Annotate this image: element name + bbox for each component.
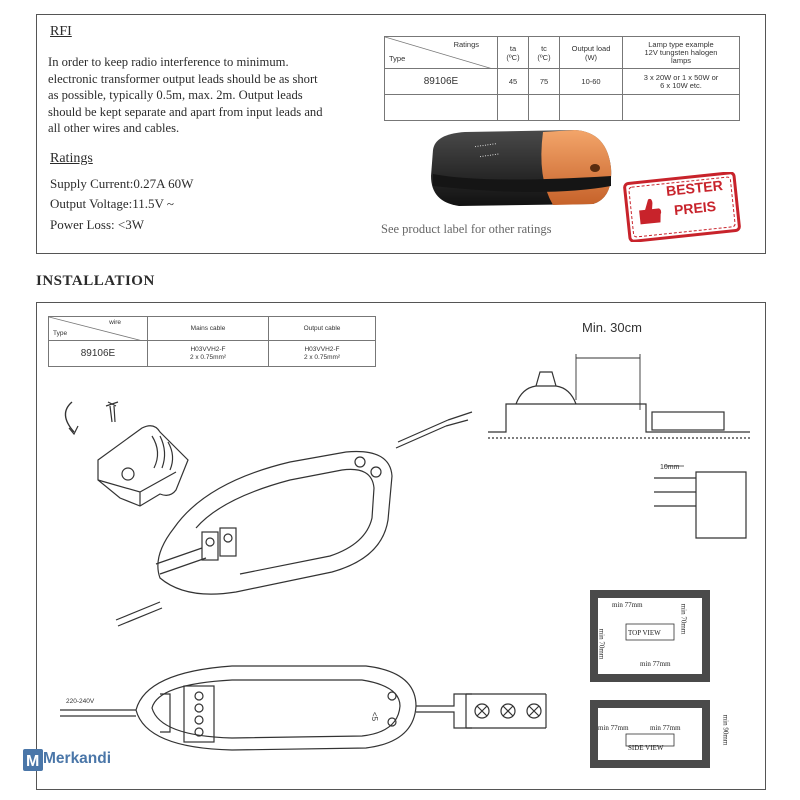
- empty-cell: [498, 95, 529, 121]
- cable-corner-bottom: Type: [53, 330, 68, 337]
- badge-line2: PREIS: [673, 197, 717, 219]
- cable-cell-type: 89106E: [49, 341, 148, 367]
- cell-type: 89106E: [385, 69, 498, 95]
- top-view-label: TOP VIEW: [628, 629, 661, 637]
- lamp-icon: [475, 704, 541, 718]
- rfi-paragraph: [48, 54, 360, 137]
- header-output-cable: Output cable: [269, 317, 376, 341]
- transformer-body-top: [158, 452, 392, 595]
- merkandi-watermark: Merkandi: [43, 750, 112, 767]
- top-view-min-4: min 77mm: [640, 660, 671, 668]
- ratings-table: [384, 36, 740, 121]
- voltage-label: 220-240V: [66, 698, 95, 705]
- side-view-min-2: min 77mm: [650, 724, 681, 732]
- photo-caption: See product label for other ratings: [381, 222, 552, 236]
- cell-lamp: 3 x 20W or 1 x 50W or 6 x 10W etc.: [623, 69, 740, 95]
- curved-arrow-icon: [65, 402, 74, 432]
- installation-heading: INSTALLATION: [36, 273, 155, 289]
- cell-tc: 75: [529, 69, 560, 95]
- output-mark: <5: [370, 711, 380, 722]
- min-distance-label: Min. 30cm: [582, 320, 642, 335]
- cable-cell-output: H03VVH2-F 2 x 0.75mm²: [269, 341, 376, 367]
- strip-length-label: 10mm: [660, 464, 680, 471]
- output-wire: [396, 420, 448, 448]
- transformer-photo: [425, 128, 615, 210]
- rfi-line: should be kept separate and apart from input leads and: [48, 104, 323, 119]
- ratings-corner-bottom: Type: [389, 54, 406, 63]
- header-tc: tc (ºC): [529, 37, 560, 69]
- rfi-line: electronic transformer output leads should be as short: [48, 71, 318, 86]
- empty-cell: [385, 95, 498, 121]
- ceiling-section: [488, 404, 750, 432]
- top-view-min-1: min 77mm: [612, 601, 643, 609]
- rfi-heading: RFI: [50, 24, 72, 39]
- merkandi-logo-icon: [22, 748, 44, 772]
- mains-wire: [60, 710, 136, 716]
- top-view-min-3: min 70mm: [679, 603, 688, 635]
- empty-cell: [529, 95, 560, 121]
- input-wire: [116, 602, 162, 626]
- terminal-cover: [98, 426, 188, 506]
- supply-current: Supply Current:0.27A 60W: [50, 176, 194, 191]
- rfi-line: as possible, typically 0.5m, max. 2m. Output leads: [48, 88, 303, 103]
- svg-text:• • • • • • • • •: • • • • • • • • •: [474, 141, 497, 149]
- cable-cell-mains: H03VVH2-F 2 x 0.75mm²: [148, 341, 269, 367]
- cell-ta: 45: [498, 69, 529, 95]
- header-ta: ta (ºC): [498, 37, 529, 69]
- empty-cell: [560, 95, 623, 121]
- cable-corner-top: wire: [109, 319, 121, 326]
- cell-load: 10-60: [560, 69, 623, 95]
- header-output-load: Output load (W): [560, 37, 623, 69]
- ratings-corner-top: Ratings: [453, 40, 479, 49]
- svg-text:M: M: [26, 753, 40, 770]
- power-loss: Power Loss: <3W: [50, 217, 144, 232]
- installation-drawing: [36, 302, 766, 790]
- side-view-label: SIDE VIEW: [628, 744, 664, 752]
- header-lamp-type: Lamp type example 12V tungsten halogen lamps: [623, 37, 740, 69]
- side-view-min-3: min 90mm: [721, 714, 730, 746]
- rfi-line: all other wires and cables.: [48, 121, 180, 136]
- ratings-corner-cell: [385, 37, 498, 69]
- ratings-heading: Ratings: [50, 151, 93, 166]
- empty-cell: [623, 95, 740, 121]
- header-mains-cable: Mains cable: [148, 317, 269, 341]
- screw-icon: [106, 402, 118, 422]
- rfi-line: In order to keep radio interference to minimum.: [48, 55, 289, 69]
- svg-text:• • • • • • • •: • • • • • • • •: [479, 151, 499, 159]
- badge-line1: BESTER: [665, 177, 724, 199]
- output-voltage: Output Voltage:11.5V ~: [50, 196, 174, 211]
- top-view-min-2: min 70mm: [597, 628, 606, 660]
- side-view-min-1: min 77mm: [598, 724, 629, 732]
